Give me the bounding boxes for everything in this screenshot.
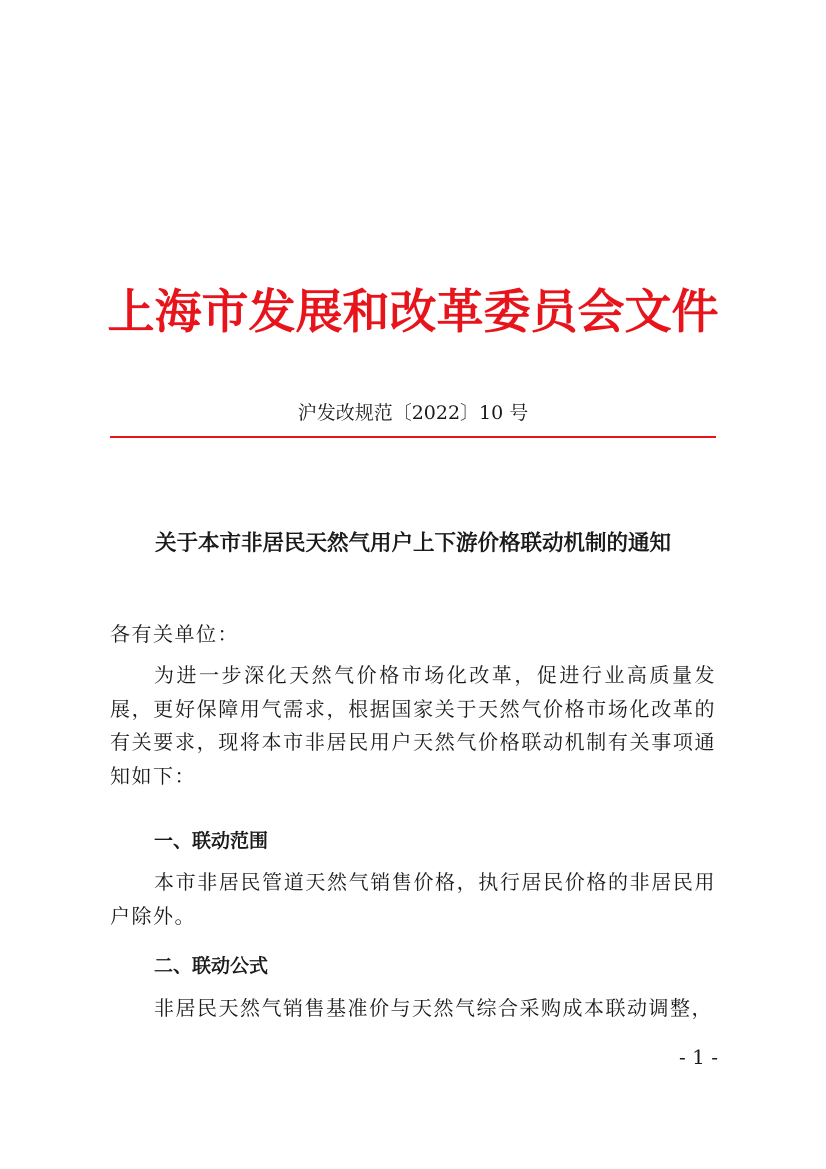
- intro-paragraph: 为进一步深化天然气价格市场化改革，促进行业高质量发展，更好保障用气需求，根据国家关于天然气价格市场化改革的有关要求，现将本市非居民用户天然气价格联动机制有关事项通知如下：: [110, 663, 716, 788]
- salutation: 各有关单位：: [110, 622, 239, 646]
- document-number: 沪发改规范〔2022〕10 号: [297, 402, 529, 424]
- section-heading-scope: 一、联动范围: [154, 830, 269, 852]
- page-number: - 1 -: [679, 1045, 718, 1069]
- section-text-scope: 本市非居民管道天然气销售价格，执行居民价格的非居民用户除外。: [110, 870, 716, 928]
- document-title: 关于本市非居民天然气用户上下游价格联动机制的通知: [154, 531, 671, 556]
- red-separator-line: [110, 436, 716, 438]
- issuer-banner: 上海市发展和改革委员会文件: [107, 285, 719, 340]
- section-text-formula: 非居民天然气销售基准价与天然气综合采购成本联动调整，: [154, 996, 713, 1020]
- section-heading-formula: 二、联动公式: [154, 955, 269, 977]
